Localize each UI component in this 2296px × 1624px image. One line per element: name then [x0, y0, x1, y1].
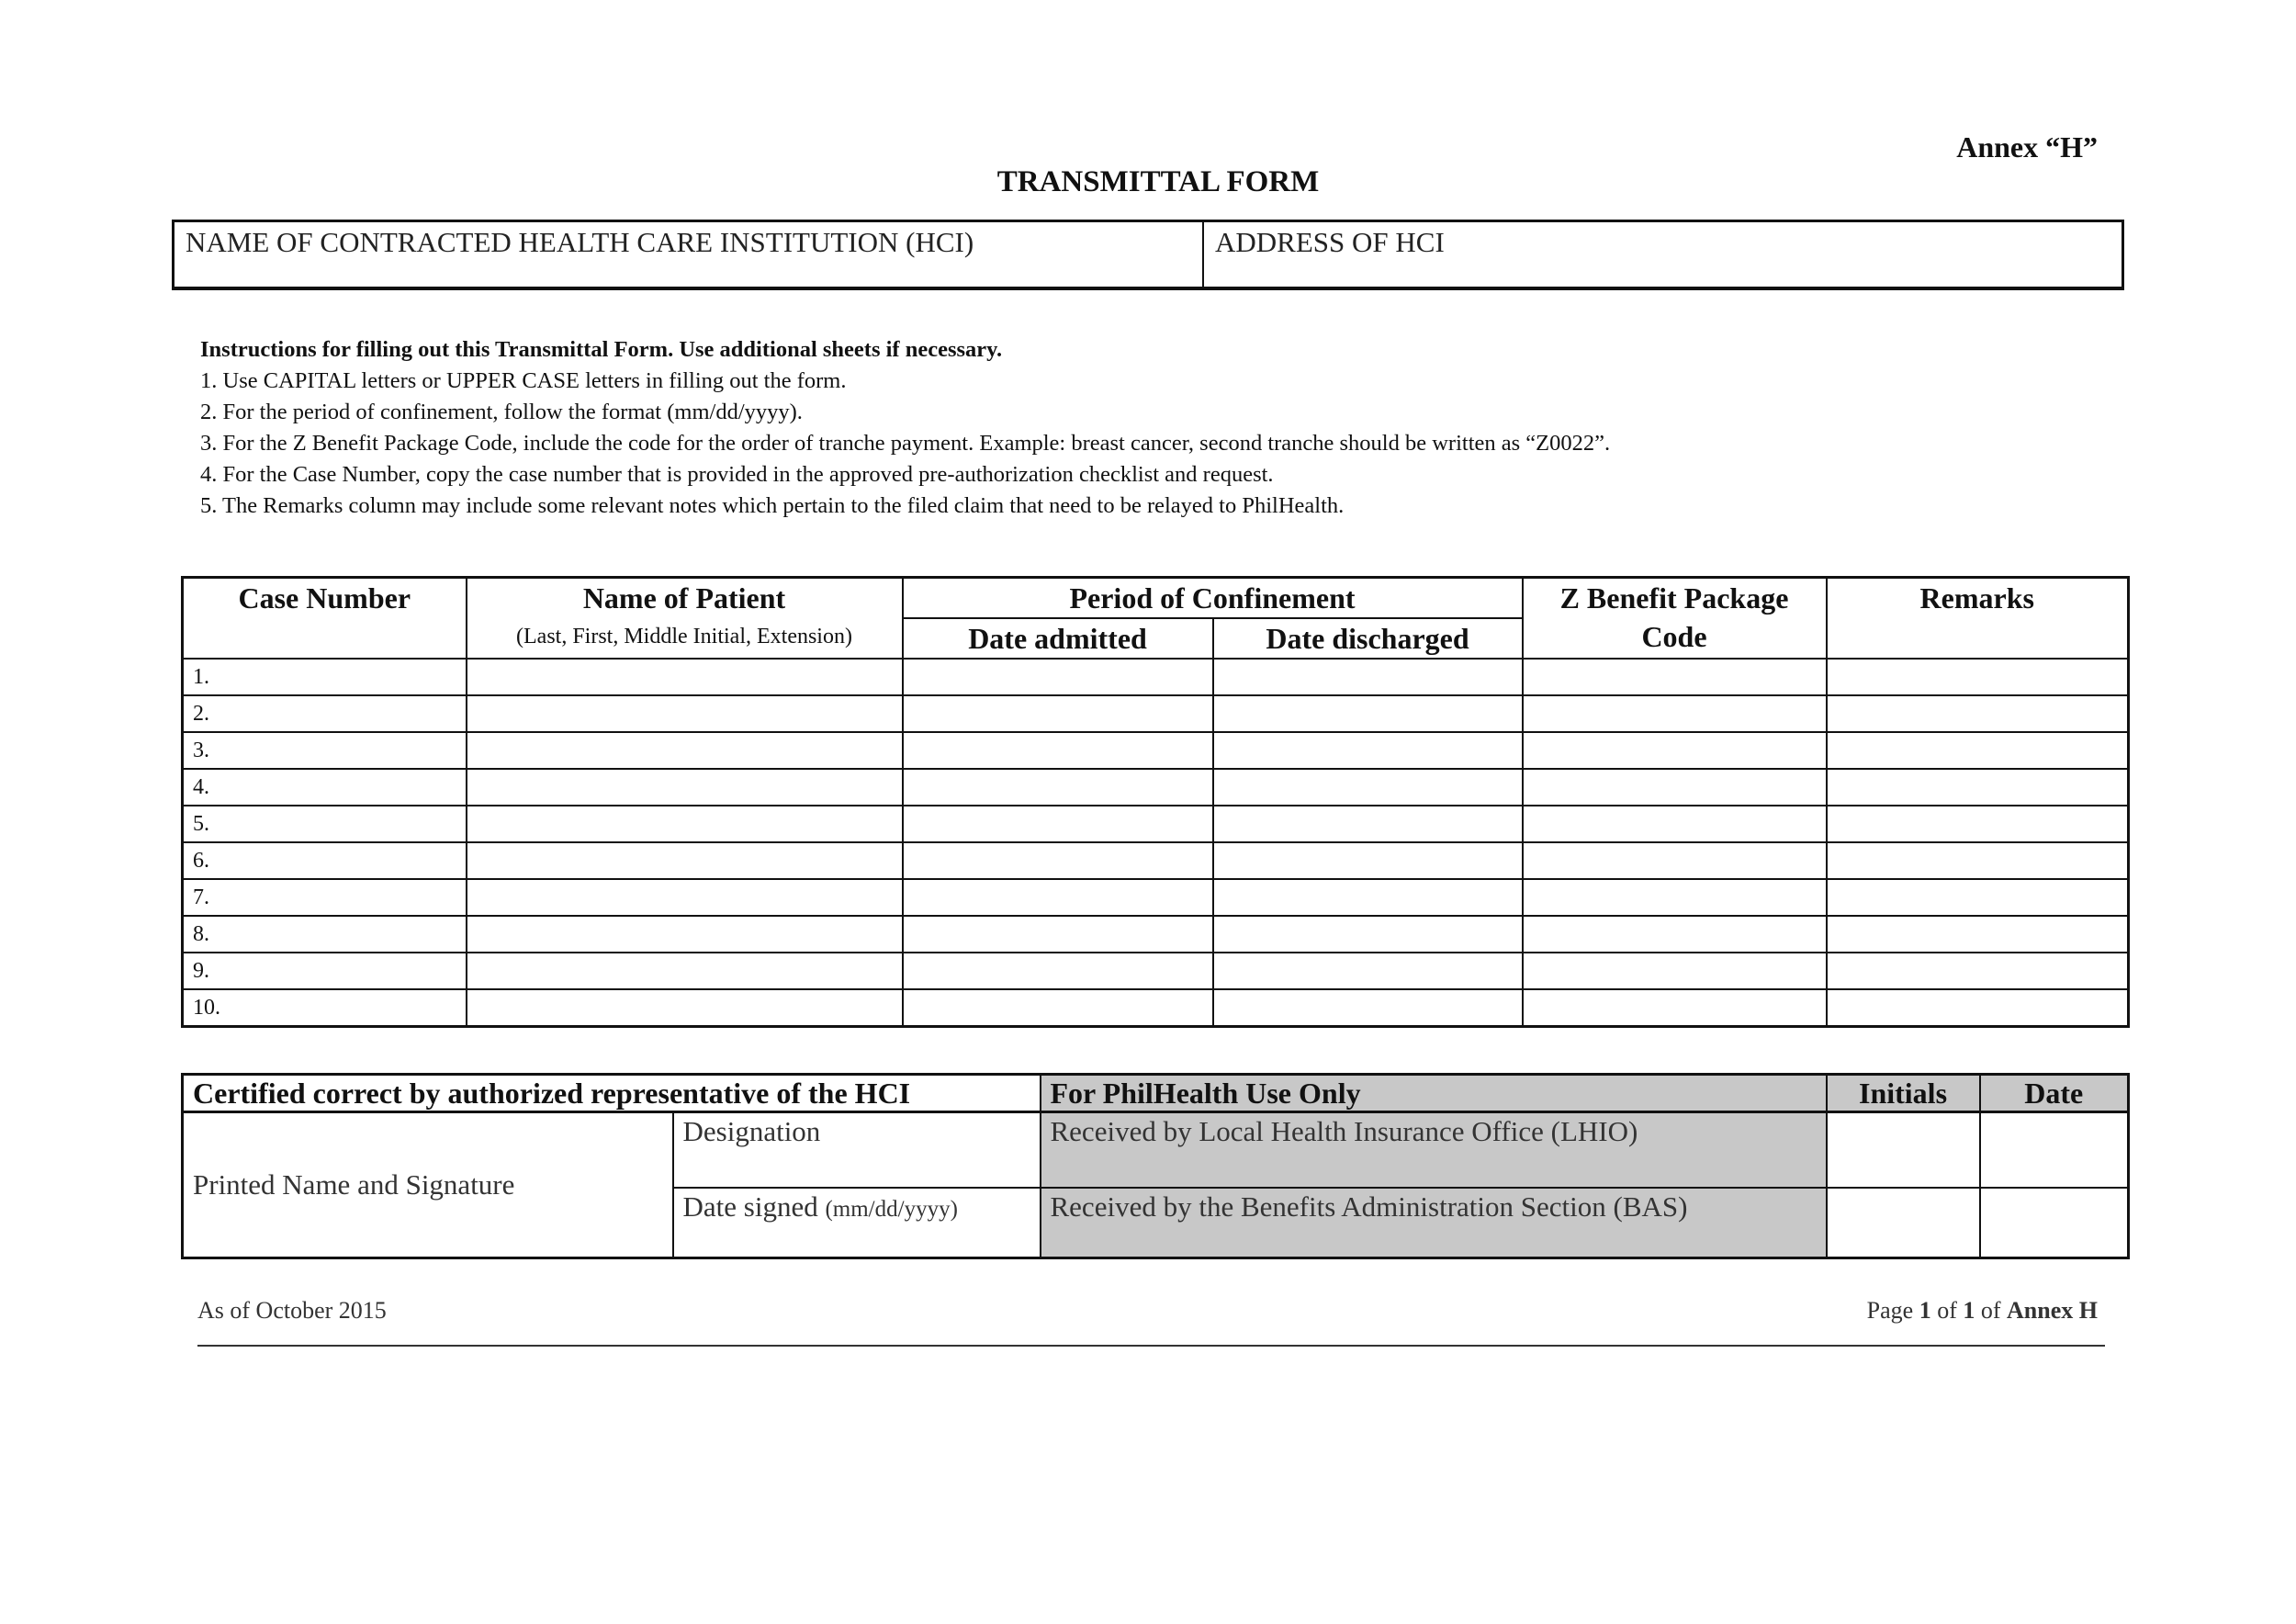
date-discharged-cell[interactable]: [1213, 695, 1523, 732]
remarks-cell[interactable]: [1827, 695, 2129, 732]
philhealth-header: For PhilHealth Use Only: [1041, 1075, 1827, 1112]
lhio-initials-field[interactable]: [1827, 1112, 1980, 1188]
footer-divider: [197, 1345, 2105, 1347]
z-code-cell[interactable]: [1523, 659, 1827, 695]
table-row: [183, 695, 2129, 732]
instruction-item: 5. The Remarks column may include some relevant notes which pertain to the filed claim that need to be relayed to PhilHealth.: [200, 493, 1345, 518]
patient-name-cell[interactable]: [467, 916, 903, 953]
patient-name-cell[interactable]: [467, 842, 903, 879]
col-case-number: Case Number: [183, 578, 467, 660]
case-number-cell[interactable]: 3.: [183, 732, 467, 769]
certification-table: [181, 1073, 2130, 1259]
date-admitted-cell[interactable]: [903, 842, 1213, 879]
z-code-cell[interactable]: [1523, 842, 1827, 879]
date-discharged-cell[interactable]: [1213, 916, 1523, 953]
remarks-cell[interactable]: [1827, 769, 2129, 806]
date-admitted-cell[interactable]: [903, 916, 1213, 953]
annex-label: Annex “H”: [1956, 130, 2098, 164]
patient-name-header: Name of Patient: [582, 581, 786, 615]
remarks-cell[interactable]: [1827, 659, 2129, 695]
table-row: [183, 659, 2129, 695]
instruction-item: 1. Use CAPITAL letters or UPPER CASE letters in filling out the form.: [200, 368, 847, 393]
initials-header: Initials: [1827, 1075, 1980, 1112]
table-row: [183, 879, 2129, 916]
date-discharged-cell[interactable]: [1213, 806, 1523, 842]
patient-name-cell[interactable]: [467, 806, 903, 842]
date-discharged-cell[interactable]: [1213, 879, 1523, 916]
table-row: [183, 953, 2129, 989]
certified-header: Certified correct by authorized representative of the HCI: [183, 1075, 1041, 1112]
date-signed-field[interactable]: Date signed (mm/dd/yyyy): [673, 1188, 1041, 1258]
instructions: [200, 334, 2129, 522]
z-code-cell[interactable]: [1523, 989, 1827, 1027]
case-number-cell[interactable]: 1.: [183, 659, 467, 695]
table-row: [183, 806, 2129, 842]
instruction-item: 3. For the Z Benefit Package Code, include the code for the order of tranche payment. Example: breast cancer, second tranche should be written as “Z0022”.: [200, 431, 1611, 456]
patient-name-cell[interactable]: [467, 953, 903, 989]
patient-name-cell[interactable]: [467, 989, 903, 1027]
z-code-cell[interactable]: [1523, 769, 1827, 806]
lhio-date-field[interactable]: [1980, 1112, 2129, 1188]
hci-address-field[interactable]: [1204, 222, 2122, 287]
table-row: [183, 842, 2129, 879]
date-admitted-cell[interactable]: [903, 732, 1213, 769]
date-discharged-cell[interactable]: [1213, 953, 1523, 989]
hci-name-label: NAME OF CONTRACTED HEALTH CARE INSTITUTION (HCI): [186, 226, 974, 258]
claims-table: [181, 576, 2130, 1028]
patient-name-hint: (Last, First, Middle Initial, Extension): [516, 625, 852, 648]
table-row: [183, 732, 2129, 769]
case-number-cell[interactable]: 10.: [183, 989, 467, 1027]
date-admitted-cell[interactable]: [903, 695, 1213, 732]
date-discharged-cell[interactable]: [1213, 989, 1523, 1027]
col-period-confinement: Period of Confinement: [903, 578, 1523, 619]
patient-name-cell[interactable]: [467, 879, 903, 916]
date-format-hint: (mm/dd/yyyy): [825, 1196, 958, 1222]
received-bas: Received by the Benefits Administration Section (BAS): [1041, 1188, 1827, 1258]
revision-date: As of October 2015: [197, 1297, 387, 1324]
hci-address-label: ADDRESS OF HCI: [1215, 226, 1445, 258]
remarks-cell[interactable]: [1827, 806, 2129, 842]
remarks-cell[interactable]: [1827, 879, 2129, 916]
table-row: [183, 989, 2129, 1027]
printed-name-signature-field[interactable]: Printed Name and Signature: [183, 1112, 673, 1258]
instruction-item: 2. For the period of confinement, follow the format (mm/dd/yyyy).: [200, 400, 803, 424]
remarks-cell[interactable]: [1827, 989, 2129, 1027]
case-number-cell[interactable]: 6.: [183, 842, 467, 879]
z-code-cell[interactable]: [1523, 695, 1827, 732]
patient-name-cell[interactable]: [467, 695, 903, 732]
col-patient-name: [467, 578, 903, 660]
instructions-heading: Instructions for filling out this Transmittal Form. Use additional sheets if necessary.: [200, 337, 1003, 362]
col-remarks: Remarks: [1827, 578, 2129, 660]
date-discharged-cell[interactable]: [1213, 769, 1523, 806]
date-admitted-cell[interactable]: [903, 806, 1213, 842]
date-discharged-cell[interactable]: [1213, 842, 1523, 879]
z-code-cell[interactable]: [1523, 732, 1827, 769]
date-admitted-cell[interactable]: [903, 659, 1213, 695]
date-discharged-cell[interactable]: [1213, 732, 1523, 769]
patient-name-cell[interactable]: [467, 732, 903, 769]
case-number-cell[interactable]: 9.: [183, 953, 467, 989]
date-admitted-cell[interactable]: [903, 989, 1213, 1027]
table-row: [183, 769, 2129, 806]
date-header: Date: [1980, 1075, 2129, 1112]
case-number-cell[interactable]: 4.: [183, 769, 467, 806]
col-date-discharged: Date discharged: [1213, 618, 1523, 659]
z-code-cell[interactable]: [1523, 916, 1827, 953]
table-row: [183, 916, 2129, 953]
patient-name-cell[interactable]: [467, 659, 903, 695]
received-lhio: Received by Local Health Insurance Office (LHIO): [1041, 1112, 1827, 1188]
hci-name-field[interactable]: [174, 222, 1204, 287]
remarks-cell[interactable]: [1827, 953, 2129, 989]
date-admitted-cell[interactable]: [903, 953, 1213, 989]
date-admitted-cell[interactable]: [903, 879, 1213, 916]
case-number-cell[interactable]: 7.: [183, 879, 467, 916]
designation-field[interactable]: Designation: [673, 1112, 1041, 1188]
bas-date-field[interactable]: [1980, 1188, 2129, 1258]
instruction-item: 4. For the Case Number, copy the case number that is provided in the approved pre-authorization checklist and request.: [200, 462, 1274, 487]
case-number-cell[interactable]: 2.: [183, 695, 467, 732]
col-date-admitted: Date admitted: [903, 618, 1213, 659]
z-code-cell[interactable]: [1523, 879, 1827, 916]
z-code-cell[interactable]: [1523, 953, 1827, 989]
z-code-cell[interactable]: [1523, 806, 1827, 842]
page-number: Page 1 of 1 of Annex H: [1866, 1297, 2098, 1324]
remarks-cell[interactable]: [1827, 842, 2129, 879]
hci-info-box: [172, 220, 2124, 290]
col-z-benefit-code: Z Benefit Package Code: [1523, 578, 1827, 660]
bas-initials-field[interactable]: [1827, 1188, 1980, 1258]
case-number-cell[interactable]: 5.: [183, 806, 467, 842]
date-discharged-cell[interactable]: [1213, 659, 1523, 695]
remarks-cell[interactable]: [1827, 732, 2129, 769]
patient-name-cell[interactable]: [467, 769, 903, 806]
date-admitted-cell[interactable]: [903, 769, 1213, 806]
case-number-cell[interactable]: 8.: [183, 916, 467, 953]
form-title: TRANSMITTAL FORM: [996, 165, 1320, 198]
remarks-cell[interactable]: [1827, 916, 2129, 953]
